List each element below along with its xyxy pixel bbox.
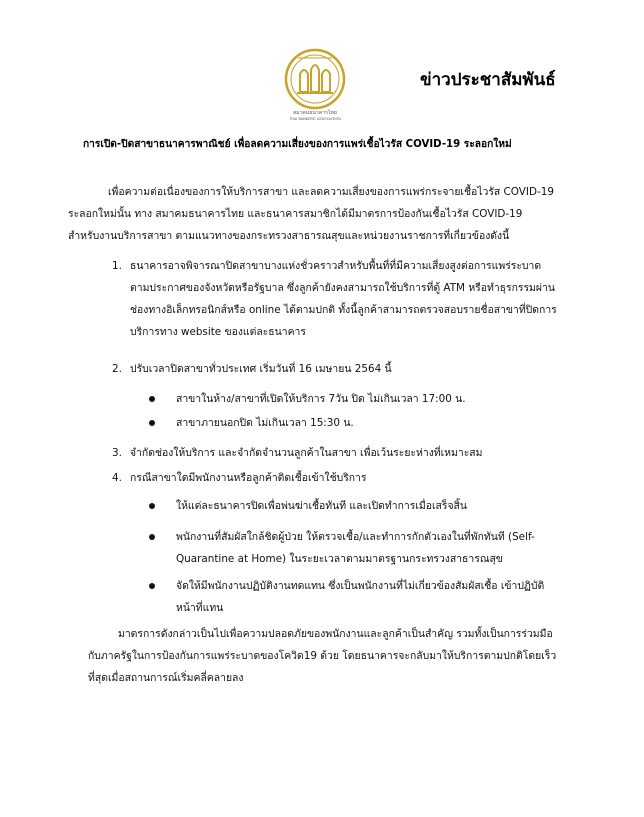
intro-paragraph (68, 181, 588, 247)
list-item-text: จำกัดช่องให้บริการ และจำกัดจำนวนลูกค้าในสาขา เพื่อเว้นระยะห่างที่เหมาะสม (130, 447, 483, 459)
list-item-text: ช่องทางอิเล็กทรอนิกส์หรือ online ได้ตามปกติ ทั้งนี้ลูกค้าสามารถตรวจสอบรายชื่อสาขาที่ปิดการ (130, 304, 557, 316)
headline: การเปิด-ปิดสาขาธนาคารพาณิชย์ เพื่อลดความเสี่ยงของการแพร่เชื้อไวรัส COVID-19 ระลอกใหม่ (83, 139, 512, 150)
list-item-text: ตามประกาศของจังหวัดหรือรัฐบาล ซึ่งลูกค้ายังคงสามารถใช้บริการที่ตู้ ATM หรือทำธุรกรรมผ่าน (130, 282, 555, 294)
list-item-number: 3. (112, 447, 122, 459)
press-release-label: ข่าวประชาสัมพันธ์ (420, 70, 556, 90)
bullet-icon (149, 583, 155, 589)
bullet-text: หน้าที่แทน (176, 602, 224, 614)
closing-line: กับภาครัฐในการป้องกันการแพร่ระบาดของโควิด19 ด้วย โดยธนาคารจะกลับมาให้บริการตามปกติโดยเร็ว (88, 650, 557, 662)
list-item-number: 1. (112, 260, 122, 272)
list-item-number: 2. (112, 363, 122, 375)
closing-line: มาตรการดังกล่าวเป็นไปเพื่อความปลอดภัยของพนักงานและลูกค้าเป็นสำคัญ รวมทั้งเป็นการร่วมมือ (118, 628, 553, 640)
logo-text-thai: สมาคมธนาคารไทย (292, 110, 338, 116)
logo-text-english: THAI BANKERS' ASSOCIATION (289, 117, 341, 121)
list-item-number: 4. (112, 472, 122, 484)
bullet-icon (149, 503, 155, 509)
list-item-text: กรณีสาขาใดมีพนักงานหรือลูกค้าติดเชื้อเข้าใช้บริการ (130, 472, 367, 484)
bullet-text: สาขาภายนอกปิด ไม่เกินเวลา 15:30 น. (176, 417, 354, 429)
intro-line: ระลอกใหม่นั้น ทาง สมาคมธนาคารไทย และธนาคารสมาชิกได้มีมาตรการป้องกันเชื้อไวรัส COVID-19 (68, 208, 523, 220)
bullet-text: พนักงานที่สัมผัสใกล้ชิดผู้ป่วย ให้ตรวจเชื้อ/และทำการกักตัวเองในที่พักทันที (Self- (176, 531, 535, 543)
thai-bankers-association-logo (282, 48, 348, 110)
bullet-icon (149, 420, 155, 426)
bullet-text: จัดให้มีพนักงานปฏิบัติงานทดแทน ซึ่งเป็นพนักงานที่ไม่เกี่ยวข้องสัมผัสเชื้อ เข้าปฏิบัติ (176, 580, 545, 592)
list-item-text: ธนาคารอาจพิจารณาปิดสาขาบางแห่งชั่วคราวสำหรับพื้นที่ที่มีความเสี่ยงสูงต่อการแพร่ระบาด (130, 260, 542, 272)
closing-line: ที่สุดเมื่อสถานการณ์เริ่มคลี่คลายลง (88, 672, 244, 684)
bullet-text: ให้แต่ละธนาคารปิดเพื่อพ่นฆ่าเชื้อทันที และเปิดทำการเมื่อเสร็จสิ้น (176, 500, 467, 512)
list-item-text: ปรับเวลาปิดสาขาทั่วประเทศ เริ่มวันที่ 16 เมษายน 2564 นี้ (130, 363, 392, 375)
bullet-icon (149, 534, 155, 540)
bullet-icon (149, 396, 155, 402)
intro-line: เพื่อความต่อเนื่องของการให้บริการสาขา และลดความเสี่ยงของการแพร่กระจายเชื้อไวรัส COVID-19 (108, 186, 554, 198)
closing-paragraph (88, 623, 556, 689)
bullet-text: Quarantine at Home) ในระยะเวลาตามมาตรฐานกระทรวงสาธารณสุข (176, 553, 503, 565)
logo-emblem-icon (282, 48, 348, 110)
intro-line: สำหรับงานบริการสาขา ตามแนวทางของกระทรวงสาธารณสุขและหน่วยงานราชการที่เกี่ยวข้องดังนี้ (68, 230, 510, 242)
bullet-text: สาขาในห้าง/สาขาที่เปิดให้บริการ 7วัน ปิด ไม่เกินเวลา 17:00 น. (176, 393, 466, 405)
list-item-text: บริการทาง website ของแต่ละธนาคาร (130, 326, 306, 338)
